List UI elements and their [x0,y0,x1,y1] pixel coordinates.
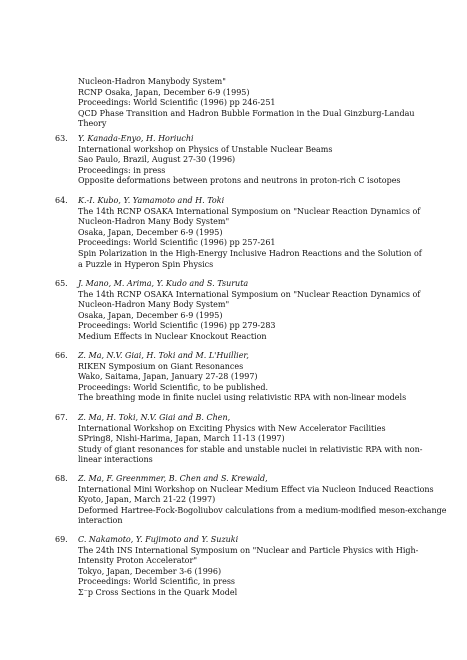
entry-body [78,474,447,527]
entry-line: interaction [78,516,123,526]
entry-body [78,413,438,466]
entry-line: Intensity Proton Accelerator" [78,556,197,566]
entry-line: Proceedings: World Scientific (1996) pp 279-283 [78,321,276,331]
continued-entry [78,77,438,130]
entry-line: Nucleon-Hadron Manybody System" [78,77,226,86]
entry-line: Proceedings: World Scientific, in press [78,577,236,587]
entry-line: Proceedings: World Scientific, to be published. [78,382,269,392]
entry-line: Proceedings: World Scientific (1996) pp 257-261 [78,238,276,248]
entry-body [78,134,438,187]
entry-line: International Mini Workshop on Nuclear Medium Effect via Nucleon Induced Reactions [78,484,434,494]
entry-line: Σ⁻p Cross Sections in the Quark Model [78,587,238,597]
entry-authors: J. Mano, M. Arima, Y. Kudo and S. Tsuruta [78,279,249,288]
entry-line: The 14th RCNP OSAKA International Symposium on "Nuclear Reaction Dynamics of [78,206,421,216]
entry-number: 67. [55,413,68,422]
entry-line: International workshop on Physics of Unstable Nuclear Beams [78,144,333,154]
entry-authors: C. Nakamoto, Y. Fujimoto and Y. Suzuki [78,535,239,544]
entry-line: Wako, Saitama, Japan, January 27-28 (1997) [78,372,258,382]
entry-line: The breathing mode in finite nuclei using relativistic RPA with non-linear models [78,393,407,403]
entry-body [78,196,438,270]
entry-line: RCNP Osaka, Japan, December 6-9 (1995) [78,87,250,97]
entry-authors: Y. Kanada-Enyo, H. Horiuchi [78,134,194,143]
entry-line: a Puzzle in Hyperon Spin Physics [78,259,214,269]
entry-line: Theory [78,119,107,129]
entry-body [78,279,438,343]
entry-line: Tokyo, Japan, December 3-6 (1996) [78,566,222,576]
entry-body [78,535,438,599]
entry-number: 64. [55,196,68,205]
entry-line: International Workshop on Exciting Physics with New Accelerator Facilities [78,423,386,433]
entry-number: 66. [55,351,68,360]
entry-line: Deformed Hartree-Fock-Bogoliubov calculations from a medium-modified meson-exchange [78,505,447,515]
entry-line: QCD Phase Transition and Hadron Bubble Formation in the Dual Ginzburg-Landau [78,108,415,118]
entry-line: Nucleon-Hadron Many Body System" [78,217,230,227]
entry-authors: Z. Ma, F. Greenmmer, B. Chen and S. Krewald, [78,474,268,483]
entry-number: 69. [55,535,68,544]
entry-line: SPring8, Nishi-Harima, Japan, March 11-13 (1997) [78,434,285,444]
entry-body [78,351,438,404]
entry-authors: K.-I. Kubo, Y. Yamamoto and H. Toki [78,196,225,205]
entry-line: Spin Polarization in the High-Energy Inclusive Hadron Reactions and the Solution of [78,248,422,258]
entry-line: Opposite deformations between protons and neutrons in proton-rich C isotopes [78,176,401,186]
entry-authors: Z. Ma, H. Toki, N.V. Giai and B. Chen, [78,413,231,422]
entry-line: Proceedings: World Scientific (1996) pp 246-251 [78,98,276,108]
entry-number: 63. [55,134,68,143]
entry-line: The 24th INS International Symposium on "Nuclear and Particle Physics with High- [78,545,419,555]
entry-line: Proceedings: in press [78,165,166,175]
entry-line: Osaka, Japan, December 6-9 (1995) [78,227,223,237]
entry-authors: Z. Ma, N.V. Giai, H. Toki and M. L'Huillier, [78,351,249,360]
entry-line: Kyoto, Japan, March 21-22 (1997) [78,495,216,505]
entry-line: Sao Paulo, Brazil, August 27-30 (1996) [78,155,236,165]
entry-number: 68. [55,474,68,483]
entry-line: The 14th RCNP OSAKA International Symposium on "Nuclear Reaction Dynamics of [78,289,421,299]
entry-line: Medium Effects in Nuclear Knockout Reaction [78,331,267,341]
entry-line: Osaka, Japan, December 6-9 (1995) [78,310,223,320]
entry-line: RIKEN Symposium on Giant Resonances [78,361,244,371]
entry-line: Nucleon-Hadron Many Body System" [78,300,230,310]
entry-number: 65. [55,279,68,288]
entry-line: Study of giant resonances for stable and unstable nuclei in relativistic RPA with non- [78,444,423,454]
entry-line: linear interactions [78,455,153,465]
